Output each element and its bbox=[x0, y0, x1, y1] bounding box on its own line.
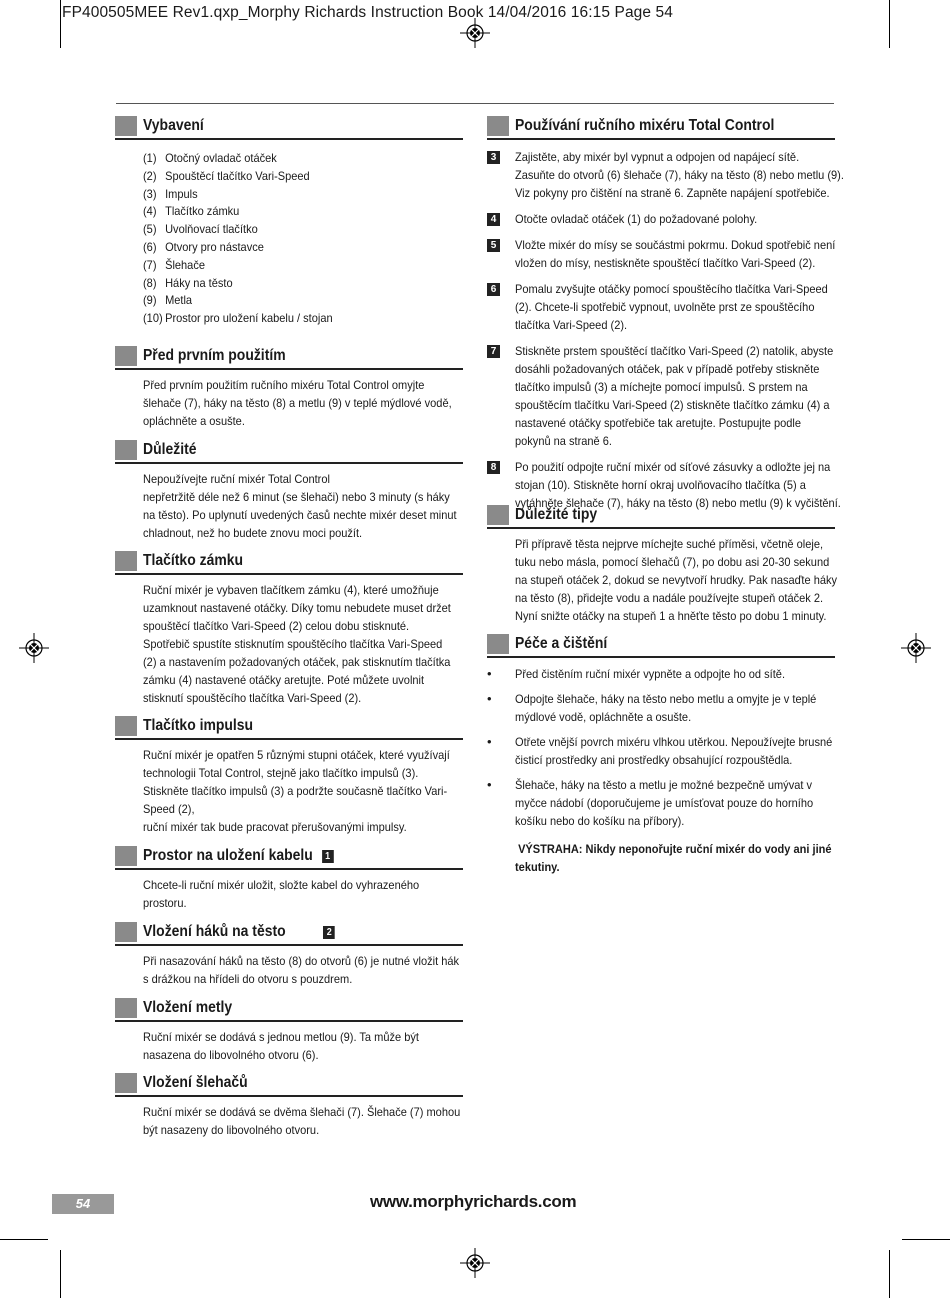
text-line: Šlehače, háky na těsto a metlu je možné bezpečně umývat v bbox=[515, 778, 813, 792]
section-heading bbox=[487, 116, 835, 140]
crop-mark bbox=[0, 1239, 48, 1240]
section-heading bbox=[115, 1073, 463, 1097]
section-heading bbox=[115, 440, 463, 464]
text-line: nastavené otáčky spotřebiče tak aretujte. Postupujte podle bbox=[515, 416, 802, 430]
text-line: vytáhněte šlehače (7), háky na těsto (8) nebo metlu (9) k vyčištění. bbox=[515, 496, 841, 510]
step-item bbox=[487, 458, 841, 512]
bullet-text bbox=[515, 665, 855, 683]
list-item bbox=[143, 203, 437, 221]
list-item bbox=[143, 168, 437, 186]
list-item-number: (9) bbox=[143, 293, 157, 308]
section-heading bbox=[115, 716, 463, 740]
crop-mark bbox=[889, 0, 890, 48]
text-line: Nyní snižte otáčky na stupeň 1 a hněťte těsto po dobu 1 minuty. bbox=[515, 609, 827, 623]
crop-mark bbox=[889, 1250, 890, 1298]
step-text bbox=[515, 280, 855, 334]
heading-text: Před prvním použitím bbox=[143, 347, 286, 364]
step-item bbox=[487, 210, 835, 228]
section-dulezite bbox=[115, 440, 463, 542]
text-line: nasazena do libovolného otvoru (6). bbox=[143, 1048, 319, 1062]
list-item-label: Spouštěcí tlačítko Vari-Speed bbox=[165, 168, 310, 183]
registration-mark-icon bbox=[19, 633, 49, 663]
list-item-label: Uvolňovací tlačítko bbox=[165, 222, 258, 237]
list-item-number: (10) bbox=[143, 311, 163, 326]
crop-mark bbox=[60, 1250, 61, 1298]
text-line: na těsto (8), přidejte vodu a nadále používejte stupeň otáček 2. bbox=[515, 591, 824, 605]
section-dulezite-tipy bbox=[487, 505, 838, 625]
text-line: uzamknout nastavené otáčky. Díky tomu nebudete muset držet bbox=[143, 601, 451, 615]
registration-mark-icon bbox=[460, 1248, 490, 1278]
section-vlozeni-haku bbox=[115, 922, 463, 988]
text-line: nepřetržitě déle než 6 minut (se šlehači) nebo 3 minuty (s háky bbox=[143, 490, 450, 504]
section-vlozeni-slehacu bbox=[115, 1073, 463, 1139]
section-tlacitko-impulsu bbox=[115, 716, 463, 836]
list-item bbox=[143, 221, 437, 239]
heading-text: Péče a čištění bbox=[515, 635, 608, 652]
heading-text: Vybavení bbox=[143, 117, 204, 134]
heading-text: Důležité tipy bbox=[515, 506, 598, 523]
section-prostor-kabelu bbox=[115, 846, 463, 912]
section-body bbox=[143, 1103, 483, 1139]
text-line: Speed (2), bbox=[143, 802, 195, 816]
text-line: tuku nebo másla, pomocí šlehačů (7), po dobu asi 20-30 sekund bbox=[515, 555, 830, 569]
step-text bbox=[515, 148, 855, 202]
section-tlacitko-zamku bbox=[115, 551, 463, 707]
section-body bbox=[143, 1028, 483, 1064]
text-line: na těsto). Po uplynutí uvedených časů nechte mixér deset minut bbox=[143, 508, 457, 522]
section-body bbox=[143, 952, 483, 988]
bullet-item bbox=[487, 690, 835, 726]
text-line: Pomalu zvyšujte otáčky pomocí spouštěcího tlačítka Vari-Speed bbox=[515, 282, 828, 296]
text-line: s drážkou na hřídeli do otvoru s pouzdrem. bbox=[143, 972, 353, 986]
section-heading bbox=[115, 116, 463, 140]
bullet-text bbox=[515, 776, 855, 830]
heading-text bbox=[143, 922, 335, 942]
bullet-text bbox=[515, 733, 855, 769]
text-line: Vložte mixér do mísy se součástmi pokrmu. Dokud spotřebič není bbox=[515, 238, 836, 252]
text-line: košíku nebo do košíku na příbory). bbox=[515, 814, 685, 828]
text-line: spouštěcím tlačítku Vari-Speed (2) stiskněte tlačítko zámku (4) a bbox=[515, 398, 830, 412]
text-line: Po použití odpojte ruční mixér od síťové zásuvky a odložte jej na bbox=[515, 460, 831, 474]
section-heading bbox=[115, 998, 463, 1022]
step-number-badge: 5 bbox=[487, 239, 500, 252]
text-line: Ruční mixér se dodává s jednou metlou (9). Ta může být bbox=[143, 1030, 419, 1044]
heading-text bbox=[143, 846, 333, 866]
bullet-text bbox=[515, 690, 855, 726]
text-line: pokynů na straně 6. bbox=[515, 434, 612, 448]
list-item-number: (6) bbox=[143, 239, 157, 254]
heading-text: Vložení metly bbox=[143, 999, 233, 1016]
bullet-icon: • bbox=[487, 691, 492, 706]
list-item-label: Prostor pro uložení kabelu / stojan bbox=[165, 311, 333, 326]
list-item bbox=[143, 292, 437, 310]
section-vybaveni bbox=[115, 116, 463, 328]
section-pred-prvnim-pouzitim bbox=[115, 346, 463, 430]
heading-text: Tlačítko zámku bbox=[143, 552, 244, 569]
heading-text: Tlačítko impulsu bbox=[143, 717, 254, 734]
list-item-label: Otočný ovladač otáček bbox=[165, 151, 277, 165]
text-line: opláchněte a osušte. bbox=[143, 414, 245, 428]
step-text bbox=[515, 458, 855, 512]
text-line: Chcete-li ruční mixér uložit, složte kabel do vyhrazeného bbox=[143, 878, 420, 892]
section-body bbox=[143, 746, 483, 836]
text-line: být nasazeny do libovolného otvoru. bbox=[143, 1123, 320, 1137]
list-item-label: Háky na těsto bbox=[165, 275, 233, 290]
section-heading bbox=[115, 846, 463, 870]
figure-number-badge: 1 bbox=[322, 850, 334, 863]
text-line: (2) a nastavením požadovaných otáček, pak stisknutím tlačítka bbox=[143, 655, 451, 669]
list-item-label: Impuls bbox=[165, 186, 198, 201]
text-line: tekutiny. bbox=[515, 860, 560, 874]
list-item bbox=[143, 150, 437, 168]
bullet-item bbox=[487, 665, 835, 683]
text-line: prostoru. bbox=[143, 896, 187, 910]
text-line: čisticí prostředky ani prostředky obsahující rozpouštědla. bbox=[515, 753, 793, 767]
heading-text: Vložení šlehačů bbox=[143, 1074, 248, 1091]
text-line: Při nasazování háků na těsto (8) do otvorů (6) je nutné vložit hák bbox=[143, 954, 460, 968]
top-rule bbox=[116, 103, 834, 104]
text-line: Zasuňte do otvorů (6) šlehače (7), háky na těsto (8) nebo metlu (9). bbox=[515, 168, 844, 182]
step-item bbox=[487, 148, 844, 202]
text-line: dosáhli požadovaných otáček, pak v případě potřeby stiskněte bbox=[515, 362, 820, 376]
text-line: myčce nádobí (doporučujeme je umísťovat pouze do horního bbox=[515, 796, 814, 810]
list-item bbox=[143, 275, 437, 293]
step-list bbox=[487, 148, 844, 512]
text-line: ruční mixér tak bude pracovat přerušovanými impulsy. bbox=[143, 820, 407, 834]
list-item-number: (5) bbox=[143, 222, 157, 237]
text-line: Viz pokyny pro čištění na straně 6. Zapněte napájení spotřebiče. bbox=[515, 186, 830, 200]
step-item bbox=[487, 236, 835, 272]
heading-label: Prostor na uložení kabelu bbox=[143, 847, 313, 864]
list-item-label: Otvory pro nástavce bbox=[165, 239, 264, 254]
text-line: Otočte ovladač otáček (1) do požadované polohy. bbox=[515, 212, 758, 226]
text-line: Spotřebič spustíte stisknutím spouštěcího tlačítka Vari-Speed bbox=[143, 637, 443, 651]
section-body bbox=[143, 876, 483, 912]
list-item-label: Metla bbox=[165, 293, 193, 308]
bullet-item bbox=[487, 776, 835, 830]
step-text bbox=[515, 210, 855, 228]
list-item-number: (7) bbox=[143, 257, 157, 272]
section-heading bbox=[115, 346, 463, 370]
text-line: Ruční mixér se dodává se dvěma šlehači (7). Šlehače (7) mohou bbox=[143, 1105, 461, 1119]
section-heading bbox=[115, 922, 463, 946]
list-item-label: Šlehače bbox=[165, 257, 205, 272]
equipment-list bbox=[143, 150, 437, 328]
registration-mark-icon bbox=[460, 18, 490, 48]
crop-mark bbox=[60, 0, 61, 48]
heading-label: Vložení háků na těsto bbox=[143, 923, 286, 940]
text-line: stisknutí spouštěcího tlačítka Vari-Speed (2). bbox=[143, 691, 362, 705]
text-line: mýdlové vodě, opláchněte a osušte. bbox=[515, 710, 692, 724]
section-body bbox=[143, 376, 483, 430]
step-text bbox=[515, 342, 855, 450]
section-pece-a-cisteni bbox=[487, 634, 835, 876]
text-line: VÝSTRAHA: Nikdy neponořujte ruční mixér do vody ani jiné bbox=[515, 842, 832, 856]
step-number-badge: 6 bbox=[487, 283, 500, 296]
section-body bbox=[143, 470, 483, 542]
section-heading bbox=[487, 634, 835, 658]
list-item bbox=[143, 239, 437, 257]
section-vlozeni-metly bbox=[115, 998, 463, 1064]
heading-text: Důležité bbox=[143, 441, 197, 458]
step-item bbox=[487, 280, 835, 334]
crop-mark bbox=[902, 1239, 950, 1240]
list-item-number: (3) bbox=[143, 186, 157, 201]
list-item-number: (2) bbox=[143, 168, 157, 183]
step-number-badge: 8 bbox=[487, 461, 500, 474]
website-url: www.morphyrichards.com bbox=[370, 1192, 577, 1211]
text-line: tlačítka Vari-Speed (2). bbox=[515, 318, 628, 332]
text-line: vložen do mísy, nestiskněte spouštěcí tlačítko Vari-Speed (2). bbox=[515, 256, 816, 270]
bullet-item bbox=[487, 733, 835, 769]
text-line: Před čistěním ruční mixér vypněte a odpojte ho od sítě. bbox=[515, 667, 786, 681]
heading-text: Používání ručního mixéru Total Control bbox=[515, 117, 775, 134]
list-item bbox=[143, 310, 437, 328]
bullet-icon: • bbox=[487, 666, 492, 681]
text-line: Stiskněte tlačítko impulsů (3) a podržte současně tlačítko Vari- bbox=[143, 784, 448, 798]
list-item bbox=[143, 186, 437, 204]
list-item-number: (8) bbox=[143, 275, 157, 290]
text-line: Zajistěte, aby mixér byl vypnut a odpojen od napájecí sítě. bbox=[515, 150, 800, 164]
text-line: Při přípravě těsta nejprve míchejte suché příměsi, včetně oleje, bbox=[515, 537, 824, 551]
bullet-icon: • bbox=[487, 777, 492, 792]
step-number-badge: 4 bbox=[487, 213, 500, 226]
text-line: Odpojte šlehače, háky na těsto nebo metlu a omyjte je v teplé bbox=[515, 692, 817, 706]
section-heading bbox=[487, 505, 835, 529]
text-line: stojan (10). Stiskněte horní okraj uvolňovacího tlačítka (5) a bbox=[515, 478, 806, 492]
figure-number-badge: 2 bbox=[323, 926, 335, 939]
text-line: zámku (4) nastavené otáčky aretujte. Poté můžete uvolnit bbox=[143, 673, 425, 687]
text-line: Před prvním použitím ručního mixéru Total Control omyjte bbox=[143, 378, 425, 392]
text-line: Otřete vnější povrch mixéru vlhkou utěrkou. Nepoužívejte brusné bbox=[515, 735, 833, 749]
warning-text bbox=[515, 840, 855, 876]
text-line: Ruční mixér je opatřen 5 různými stupni otáček, které využívají bbox=[143, 748, 450, 762]
text-line: chladnout, než ho budete znovu moci použít. bbox=[143, 526, 363, 540]
list-item-number: (1) bbox=[143, 151, 157, 165]
text-line: spouštěcí tlačítko Vari-Speed (2) celou dobu stisknuté. bbox=[143, 619, 410, 633]
text-line: Nepoužívejte ruční mixér Total Control bbox=[143, 472, 330, 486]
registration-mark-icon bbox=[901, 633, 931, 663]
section-pouzivani bbox=[487, 116, 844, 512]
bullet-icon: • bbox=[487, 734, 492, 749]
text-line: Stiskněte prstem spouštěcí tlačítko Vari-Speed (2) natolik, abyste bbox=[515, 344, 834, 358]
section-heading bbox=[115, 551, 463, 575]
section-body bbox=[515, 535, 855, 625]
bullet-list bbox=[487, 665, 835, 830]
list-item bbox=[143, 257, 437, 275]
section-body bbox=[143, 581, 483, 707]
text-line: Ruční mixér je vybaven tlačítkem zámku (4), které umožňuje bbox=[143, 583, 439, 597]
page-number: 54 bbox=[52, 1194, 114, 1214]
step-item bbox=[487, 342, 835, 450]
step-text bbox=[515, 236, 855, 272]
text-line: tlačítko impulsů (3) a míchejte pomocí impulsů. S prstem na bbox=[515, 380, 808, 394]
text-line: (2). Chcete-li spotřebič vypnout, uvolněte prst ze spouštěcího bbox=[515, 300, 815, 314]
text-line: na stupeň otáček 2, dokud se nevytvoří hrudky. Pak nasaďte háky bbox=[515, 573, 838, 587]
step-number-badge: 3 bbox=[487, 151, 500, 164]
step-number-badge: 7 bbox=[487, 345, 500, 358]
list-item-label: Tlačítko zámku bbox=[165, 204, 240, 219]
list-item-number: (4) bbox=[143, 204, 157, 219]
print-slug: FP400505MEE Rev1.qxp_Morphy Richards Instruction Book 14/04/2016 16:15 Page 54 bbox=[62, 4, 673, 21]
text-line: šlehače (7), háky na těsto (8) a metlu (9) v teplé mýdlové vodě, bbox=[143, 396, 452, 410]
text-line: technologii Total Control, stejně jako tlačítko impulsů (3). bbox=[143, 766, 419, 780]
